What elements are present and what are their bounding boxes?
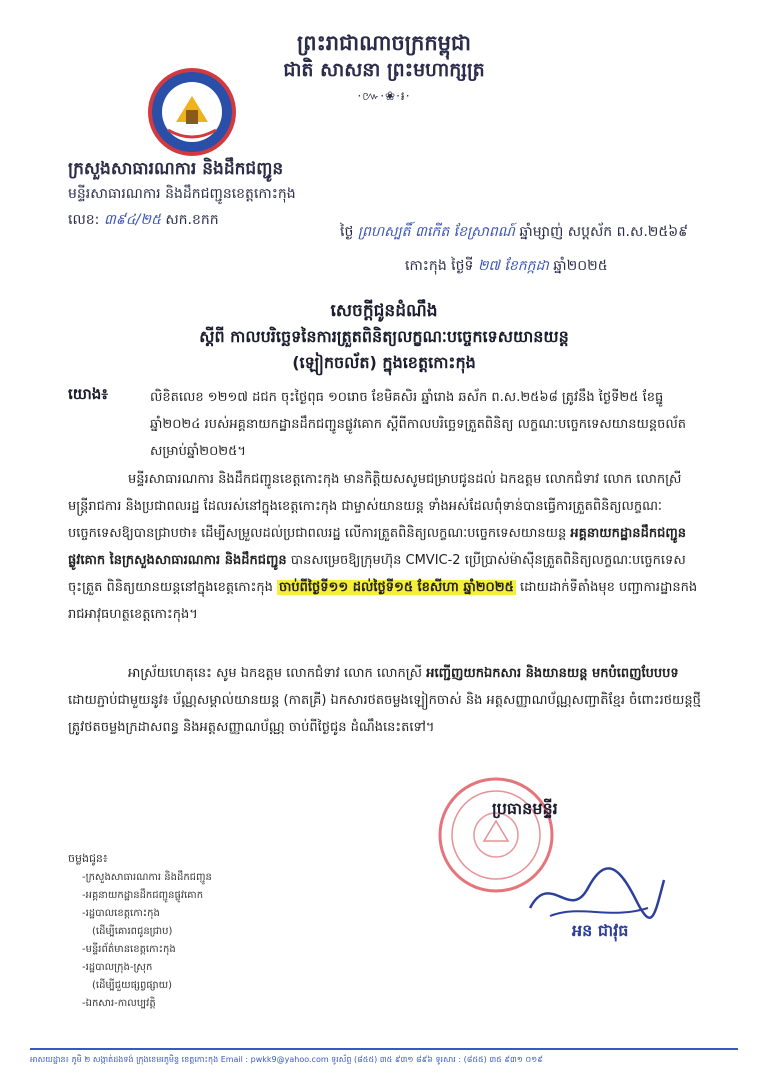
cc-title: ចម្លងជូន៖ [68, 852, 108, 865]
cc-item: -រដ្ឋបាលខេត្តកោះកុង [82, 908, 160, 919]
reference-number [68, 210, 219, 231]
lunar-date [340, 222, 688, 243]
cc-item: -មន្ទីរព័ត៌មានខេត្តកោះកុង [82, 944, 176, 955]
cc-item-note: (ដើម្បីគោរពជូនជ្រាប) [92, 926, 173, 937]
ref-suffix: សក.ខកក [165, 212, 219, 228]
body-paragraph-1 [68, 466, 702, 628]
para1-middle: បានសម្រេចឱ្យក្រុមហ៊ុន CMVIC-2 ប្រើប្រាស់ម៉ាស៊ីនត្រួតពិនិត្យលក្ខណៈបច្ចេកទេស ចុះត្រួត ពិនិត្យយានយន្តនៅក្នុងខេត្តកោះកុង [68, 553, 686, 595]
reference-label: យោង៖ [68, 385, 108, 403]
para2-request: អញ្ជើញយកឯកសារ និងយានយន្ត មកបំពេញបែបបទ [426, 666, 679, 681]
inspection-dates-highlight: ចាប់ពីថ្ងៃទី១១ ដល់ថ្ងៃទី១៥ ខែសីហា ឆ្នាំ២០២៥ [279, 580, 514, 595]
cc-item: -រដ្ឋបាលក្រុង-ស្រុក [82, 962, 153, 973]
lunar-rest: ឆ្នាំម្សាញ់ សប្តស័ក ព.ស.២៥៦៩ [519, 224, 689, 240]
department-name: មន្ទីរសាធារណការ និងដឹកជញ្ជូនខេត្តកោះកុង [68, 186, 296, 202]
lunar-prefix: ថ្ងៃ [340, 224, 354, 240]
footer-contact: អាសយដ្ឋាន៖ ភូមិ ២ សង្កាត់ដងទង់ ក្រុងខេមរភូមិន្ទ ខេត្តកោះកុង Email : pwkk9@yahoo.com ទូរស័ព្ទ (៨៥៥) ៣៥ ៩៣១ ៨៩៦ ទូរសារ : (៨៥៥) ៣៥ ៩៣១ ០១៩ [30, 1055, 543, 1064]
solar-day: ២៧ [477, 258, 500, 274]
lunar-handwritten: ព្រហស្បតិ៍ ៣កើត ខែស្រាពណ៍ [357, 224, 515, 240]
notice-subject-line2: (ឡៀកចល័ត) ក្នុងខេត្តកោះកុង [292, 353, 476, 372]
body-paragraph-2 [68, 660, 702, 741]
solar-date [405, 256, 608, 277]
cc-item: -អគ្គនាយកដ្ឋានដឹកជញ្ជូនផ្លូវគោក [82, 890, 204, 901]
cc-item: -ឯកសារ-កាលប្បវត្តិ [82, 998, 156, 1009]
ref-number: ៣៩៤/២៥ [103, 212, 161, 228]
ref-label: លេខ: [68, 212, 100, 228]
cc-item-note: (ដើម្បីជួយផ្សព្វផ្សាយ) [92, 980, 173, 991]
cc-item: -ក្រសួងសាធារណការ និងដឹកជញ្ជូន [82, 872, 212, 883]
ornament: ·៚·❀·៛· [357, 89, 411, 103]
para2-documents: ដោយភ្ជាប់ជាមួយនូវ៖ ប័ណ្ណសម្គាល់យានយន្ត (កាតគ្រី) ឯកសារថតចម្លងឡៀកចាស់ និង អត្តសញ្ញាណប័ណ្ណសញ្ជាតិខ្មែរ ចំពោះរថយន្តថ្មីត្រូវថតចម្លងក្រដាសពន្ធ និងអត្តសញ្ញាណប័ណ្ណ ចាប់ពីថ្ងៃជូន ដំណឹងនេះតទៅ។ [68, 693, 701, 735]
footer-divider [30, 1048, 738, 1050]
solar-month: ខែកក្កដា [504, 258, 549, 274]
ministry-name: ក្រសួងសាធារណការ និងដឹកជញ្ជូន [68, 159, 284, 179]
para1-authority: អគ្គនាយកដ្ឋានដឹកជញ្ជូនផ្លូវគោក នៃក្រសួងសាធារណការ និងដឹកជញ្ជូន [68, 526, 686, 568]
para1-intro: មន្ទីរសាធារណការ និងដឹកជញ្ជូនខេត្តកោះកុង មានកិត្តិយសសូមជម្រាបជូនដល់ ឯកឧត្តម លោកជំទាវ លោក លោកស្រី មន្ត្រីរាជការ និងប្រជាពលរដ្ឋ ដែលរស់នៅក្នុងខេត្តកោះកុង ជាម្ចាស់យានយន្ត ទាំងអស់ដែលពុំទាន់បានធ្វើការត្រួតពិនិត្យលក្ខណៈបច្ចេកទេសឱ្យបានជ្រាបថា៖ ដើម្បីសម្រួលដល់ប្រជាពលរដ្ឋ លើការត្រួតពិនិត្យលក្ខណៈបច្ចេកទេសយានយន្ត [68, 472, 682, 541]
notice-title: សេចក្តីជូនដំណឹង [330, 301, 438, 321]
signatory-title: ប្រធានមន្ទីរ [492, 799, 558, 818]
para1-location: ដោយដាក់ទីតាំងមុខ បញ្ជាការដ្ឋានកងរាជអាវុធហត្ថខេត្តកោះកុង។ [68, 580, 698, 622]
kingdom-heading: ព្រះរាជាណាចក្រកម្ពុជា [296, 31, 471, 55]
national-motto: ជាតិ សាសនា ព្រះមហាក្សត្រ [283, 59, 485, 81]
signatory-name: អន ជាវុធ [572, 921, 629, 940]
notice-subject: ស្តីពី កាលបរិច្ឆេទនៃការត្រួតពិនិត្យលក្ខណៈបច្ចេកទេសយានយន្ត [199, 327, 569, 346]
solar-prefix: កោះកុង ថ្ងៃទី [405, 258, 474, 274]
solar-year: ឆ្នាំ២០២៥ [553, 258, 608, 274]
para2-intro: អាស្រ័យហេតុនេះ សូម ឯកឧត្តម លោកជំទាវ លោក លោកស្រី [128, 666, 423, 681]
reference-text: លិខិតលេខ ១២១៧ ដជក ចុះថ្ងៃពុធ ១០រោច ខែមិគសិរ ឆ្នាំរោង ឆស័ក ព.ស.២៥៦៨ ត្រូវនឹង ថ្ងៃទី២៥ ខែធ្នូ ឆ្នាំ២០២៤ របស់អគ្គនាយកដ្ឋានដឹកជញ្ជូនផ្លូវគោក ស្តីពីកាលបរិច្ឆេទត្រួតពិនិត្យ លក្ខណៈបច្ចេកទេសយានយន្តចល័ត សម្រាប់ឆ្នាំ២០២៥។ [150, 390, 687, 459]
ministry-logo [146, 66, 238, 158]
